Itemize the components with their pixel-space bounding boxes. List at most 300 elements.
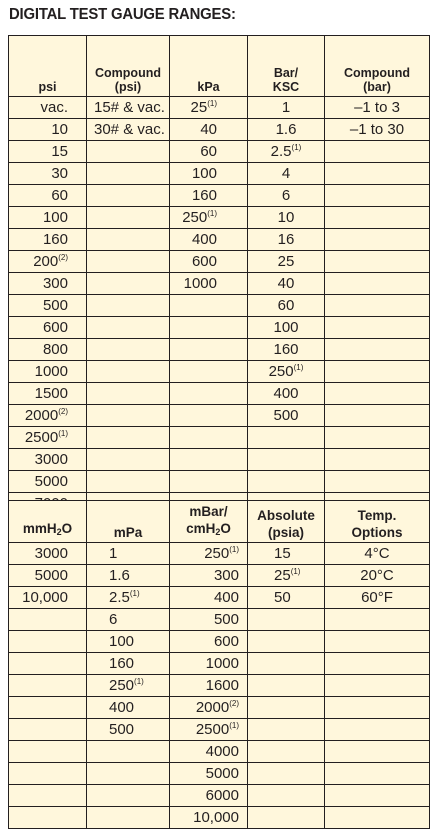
table-cell	[170, 163, 248, 185]
table-cell	[87, 119, 170, 141]
table-cell	[87, 697, 170, 719]
table-cell	[248, 427, 325, 449]
table-cell	[9, 339, 87, 361]
table-row	[9, 383, 430, 405]
table-cell	[87, 741, 170, 763]
table-cell	[170, 97, 248, 119]
table-cell	[248, 295, 325, 317]
cell-value: 60	[51, 187, 68, 204]
table-cell	[87, 141, 170, 163]
table-cell	[170, 273, 248, 295]
table-cell	[170, 543, 248, 565]
cell-value: 1	[281, 99, 291, 116]
cell-value: 100	[273, 319, 299, 336]
table-cell	[9, 719, 87, 741]
table-cell	[170, 587, 248, 609]
table-cell	[170, 185, 248, 207]
cell-value: 160	[109, 655, 135, 672]
page-title: DIGITAL TEST GAUGE RANGES:	[9, 6, 236, 23]
table-row	[9, 543, 430, 565]
cell-value: 40	[277, 275, 295, 292]
cell-value: 30	[51, 165, 68, 182]
table-cell	[9, 97, 87, 119]
cell-value: 500	[213, 611, 239, 628]
footnote-marker: (2)	[229, 699, 239, 708]
table-row	[9, 565, 430, 587]
table-row	[9, 587, 430, 609]
table-cell	[87, 405, 170, 427]
cell-value: 2.5	[109, 589, 130, 606]
table-cell	[9, 427, 87, 449]
table-cell	[325, 207, 430, 229]
table-cell	[170, 339, 248, 361]
cell-value: 400	[273, 385, 299, 402]
cell-value: 200	[33, 253, 59, 270]
table-cell	[325, 317, 430, 339]
table-cell	[325, 97, 430, 119]
table-cell	[325, 141, 430, 163]
table-cell	[87, 383, 170, 405]
table-cell	[325, 719, 430, 741]
table-cell	[325, 405, 430, 427]
table-row	[9, 119, 430, 141]
table-header-row	[9, 36, 430, 97]
cell-value: 1500	[34, 385, 68, 402]
table-cell	[248, 471, 325, 493]
table-cell	[325, 807, 430, 829]
table-cell	[170, 361, 248, 383]
table-row	[9, 295, 430, 317]
table-cell	[170, 653, 248, 675]
cell-value: 1.6	[275, 121, 297, 138]
table-cell	[9, 675, 87, 697]
table-cell	[325, 449, 430, 471]
header-line-2: cmH	[186, 521, 216, 536]
header-line-2: mmH	[22, 521, 57, 536]
cell-value: 100	[191, 165, 217, 182]
table-cell	[248, 251, 325, 273]
column-header	[87, 501, 170, 543]
table-cell	[9, 631, 87, 653]
table-cell	[248, 229, 325, 251]
header-line-2-tail: O	[61, 521, 73, 536]
table-cell	[248, 631, 325, 653]
table-row	[9, 741, 430, 763]
footnote-marker: (2)	[58, 407, 68, 416]
cell-value: 1.6	[109, 567, 130, 584]
table-cell	[325, 631, 430, 653]
table-row	[9, 97, 430, 119]
cell-value: 4°C	[364, 545, 390, 562]
cell-value: 5000	[205, 765, 239, 782]
table-cell	[170, 675, 248, 697]
table-cell	[325, 229, 430, 251]
table-row	[9, 471, 430, 493]
cell-value: 5000	[34, 567, 68, 584]
table-cell	[9, 119, 87, 141]
table-cell	[87, 565, 170, 587]
table-cell	[248, 785, 325, 807]
table-cell	[87, 675, 170, 697]
table-row	[9, 141, 430, 163]
table-cell	[325, 119, 430, 141]
table-cell	[170, 207, 248, 229]
column-header	[325, 501, 430, 543]
table-cell	[325, 295, 430, 317]
table-cell	[9, 763, 87, 785]
cell-value: 500	[273, 407, 299, 424]
cell-value: 2500	[195, 721, 230, 738]
header-line-1: Compound	[95, 66, 161, 80]
cell-value: 2.5	[270, 143, 292, 160]
cell-value: 800	[42, 341, 68, 358]
table-cell	[170, 229, 248, 251]
column-header	[248, 36, 325, 97]
table-cell	[9, 317, 87, 339]
table-cell	[9, 587, 87, 609]
cell-value: 15# & vac.	[94, 99, 165, 116]
table-row	[9, 449, 430, 471]
table-cell	[248, 565, 325, 587]
cell-value: 400	[213, 589, 239, 606]
table-cell	[87, 609, 170, 631]
table-row	[9, 785, 430, 807]
table-cell	[248, 163, 325, 185]
cell-value: 10,000	[22, 589, 68, 606]
cell-value: 100	[109, 633, 135, 650]
cell-value: 300	[213, 567, 239, 584]
header-line-2: (psi)	[114, 80, 142, 94]
cell-value: 10	[277, 209, 295, 226]
table-cell	[248, 697, 325, 719]
table-cell	[325, 653, 430, 675]
header-line-2: kPa	[197, 80, 220, 94]
table-cell	[9, 653, 87, 675]
column-header	[248, 501, 325, 543]
cell-value: 30# & vac.	[94, 121, 165, 138]
table-cell	[248, 449, 325, 471]
table-cell	[170, 785, 248, 807]
table-cell	[87, 339, 170, 361]
header-subscript: 2	[215, 527, 221, 537]
table-cell	[87, 763, 170, 785]
cell-value: 250	[182, 209, 208, 226]
cell-value: 160	[42, 231, 68, 248]
cell-value: 4000	[205, 743, 239, 760]
table-cell	[325, 471, 430, 493]
table-cell	[9, 609, 87, 631]
footnote-marker: (1)	[58, 429, 68, 438]
table-cell	[248, 339, 325, 361]
cell-value: 25	[274, 567, 291, 584]
table-cell	[248, 185, 325, 207]
table-cell	[325, 763, 430, 785]
table-cell	[325, 543, 430, 565]
footnote-marker: (1)	[293, 363, 304, 372]
table-cell	[9, 361, 87, 383]
table-cell	[87, 317, 170, 339]
cell-value: 1000	[183, 275, 217, 292]
pressure-ranges-table	[8, 35, 430, 515]
cell-value: 10,000	[193, 809, 239, 826]
table-row	[9, 807, 430, 829]
table-cell	[9, 207, 87, 229]
table-cell	[9, 141, 87, 163]
header-line-2: mPa	[113, 525, 143, 540]
table-cell	[170, 405, 248, 427]
table-cell	[87, 361, 170, 383]
table-cell	[248, 653, 325, 675]
cell-value: 5000	[34, 473, 68, 490]
cell-value: 15	[274, 545, 291, 562]
cell-value: 600	[213, 633, 239, 650]
table-cell	[87, 295, 170, 317]
table-cell	[248, 383, 325, 405]
table-cell	[9, 251, 87, 273]
table-cell	[9, 697, 87, 719]
table-cell	[325, 675, 430, 697]
cell-value: 2000	[195, 699, 230, 716]
column-header	[325, 36, 430, 97]
table-cell	[248, 97, 325, 119]
table-cell	[9, 543, 87, 565]
table-cell	[87, 631, 170, 653]
table-cell	[170, 609, 248, 631]
table-cell	[170, 449, 248, 471]
table-row	[9, 163, 430, 185]
table-cell	[170, 141, 248, 163]
table-cell	[9, 785, 87, 807]
table-cell	[325, 383, 430, 405]
table-cell	[87, 449, 170, 471]
table-cell	[9, 185, 87, 207]
table-cell	[170, 251, 248, 273]
cell-value: 2000	[24, 407, 59, 424]
cell-value: 100	[42, 209, 68, 226]
table-cell	[170, 697, 248, 719]
table-cell	[170, 427, 248, 449]
table-cell	[325, 587, 430, 609]
cell-value: –1 to 3	[354, 99, 400, 116]
table-cell	[325, 565, 430, 587]
table-row	[9, 631, 430, 653]
cell-value: 300	[42, 275, 68, 292]
table-cell	[325, 163, 430, 185]
table-cell	[87, 719, 170, 741]
cell-value: 400	[191, 231, 217, 248]
cell-value: 15	[51, 143, 68, 160]
table-row	[9, 251, 430, 273]
cell-value: 250	[268, 363, 294, 380]
footnote-marker: (1)	[229, 721, 239, 730]
table-cell	[87, 471, 170, 493]
cell-value: 6	[281, 187, 291, 204]
cell-value: 2500	[24, 429, 59, 446]
header-line-2: (psia)	[267, 525, 304, 540]
cell-value: 1	[109, 545, 118, 562]
header-line-1: Bar/	[273, 66, 299, 80]
table-header-row	[9, 501, 430, 543]
table-cell	[87, 427, 170, 449]
table-cell	[248, 675, 325, 697]
cell-value: 6000	[205, 787, 239, 804]
table-cell	[325, 697, 430, 719]
table-cell	[248, 361, 325, 383]
table-cell	[248, 141, 325, 163]
cell-value: 16	[277, 231, 295, 248]
table-row	[9, 273, 430, 295]
table-cell	[9, 383, 87, 405]
cell-value: 10	[51, 121, 68, 138]
table-cell	[170, 807, 248, 829]
cell-value: 6	[109, 611, 118, 628]
table-row	[9, 361, 430, 383]
table-cell	[325, 609, 430, 631]
table-cell	[248, 719, 325, 741]
footnote-marker: (1)	[134, 677, 144, 686]
table-cell	[248, 807, 325, 829]
table-cell	[87, 785, 170, 807]
table-cell	[248, 405, 325, 427]
table-row	[9, 763, 430, 785]
table-cell	[248, 763, 325, 785]
table-cell	[9, 295, 87, 317]
table-row	[9, 653, 430, 675]
table-cell	[9, 741, 87, 763]
table-cell	[325, 427, 430, 449]
table-cell	[170, 383, 248, 405]
cell-value: 500	[109, 721, 135, 738]
table-cell	[9, 449, 87, 471]
table-row	[9, 697, 430, 719]
column-header	[170, 36, 248, 97]
header-line-2: psi	[38, 80, 57, 94]
table-cell	[9, 471, 87, 493]
table-cell	[325, 185, 430, 207]
table-row	[9, 719, 430, 741]
table-cell	[9, 163, 87, 185]
table-cell	[170, 317, 248, 339]
table-row	[9, 405, 430, 427]
cell-value: 500	[42, 297, 68, 314]
column-header	[87, 36, 170, 97]
cell-value: 25	[190, 99, 208, 116]
table-cell	[87, 653, 170, 675]
table-cell	[87, 273, 170, 295]
table-cell	[325, 361, 430, 383]
table-cell	[248, 119, 325, 141]
cell-value: 25	[277, 253, 295, 270]
cell-value: 600	[191, 253, 217, 270]
footnote-marker: (2)	[58, 253, 68, 262]
cell-value: 1000	[34, 363, 68, 380]
table-cell	[325, 273, 430, 295]
table-cell	[87, 163, 170, 185]
header-line-2: KSC	[272, 80, 300, 94]
table-row	[9, 609, 430, 631]
footnote-marker: (1)	[129, 589, 140, 598]
table-cell	[248, 741, 325, 763]
table-row	[9, 185, 430, 207]
table-cell	[325, 339, 430, 361]
table-cell	[325, 785, 430, 807]
table-cell	[87, 97, 170, 119]
cell-value: 250	[109, 677, 135, 694]
low-pressure-ranges-table	[8, 500, 430, 829]
table-cell	[325, 741, 430, 763]
table-cell	[248, 273, 325, 295]
table-cell	[325, 251, 430, 273]
table-row	[9, 317, 430, 339]
header-line-1: mBar/	[189, 504, 228, 519]
table-row	[9, 427, 430, 449]
table-row	[9, 229, 430, 251]
table-cell	[248, 543, 325, 565]
cell-value: 400	[109, 699, 135, 716]
header-line-1: Compound	[344, 66, 410, 80]
table-cell	[87, 229, 170, 251]
cell-value: 3000	[34, 545, 68, 562]
cell-value: vac.	[40, 99, 68, 116]
cell-value: 60	[200, 143, 217, 160]
table-cell	[9, 405, 87, 427]
cell-value: 600	[42, 319, 68, 336]
cell-value: 250	[204, 545, 230, 562]
table-cell	[170, 119, 248, 141]
footnote-marker: (1)	[229, 545, 239, 554]
table-cell	[170, 741, 248, 763]
column-header	[9, 36, 87, 97]
header-subscript: 2	[56, 527, 62, 537]
cell-value: 60°F	[361, 589, 393, 606]
table-cell	[248, 317, 325, 339]
table-cell	[170, 631, 248, 653]
header-line-2: Options	[351, 525, 403, 540]
table-cell	[87, 207, 170, 229]
cell-value: –1 to 30	[349, 121, 405, 138]
cell-value: 1600	[205, 677, 239, 694]
table-cell	[9, 807, 87, 829]
cell-value: 4	[281, 165, 291, 182]
table-cell	[9, 229, 87, 251]
table-row	[9, 675, 430, 697]
cell-value: 160	[191, 187, 217, 204]
cell-value: 60	[277, 297, 295, 314]
table-row	[9, 339, 430, 361]
cell-value: 1000	[205, 655, 239, 672]
footnote-marker: (1)	[290, 567, 301, 576]
cell-value: 50	[274, 589, 291, 606]
table-cell	[9, 273, 87, 295]
table-cell	[170, 565, 248, 587]
column-header	[9, 501, 87, 543]
cell-value: 160	[273, 341, 299, 358]
footnote-marker: (1)	[207, 209, 217, 218]
table-cell	[248, 587, 325, 609]
table-cell	[87, 807, 170, 829]
table-cell	[9, 565, 87, 587]
table-cell	[170, 719, 248, 741]
table-cell	[170, 763, 248, 785]
column-header	[170, 501, 248, 543]
header-line-2-tail: O	[220, 521, 231, 536]
header-line-1: Absolute	[257, 508, 315, 523]
cell-value: 20°C	[360, 567, 394, 584]
table-cell	[87, 543, 170, 565]
footnote-marker: (1)	[291, 143, 302, 152]
footnote-marker: (1)	[207, 99, 217, 108]
table-cell	[248, 207, 325, 229]
